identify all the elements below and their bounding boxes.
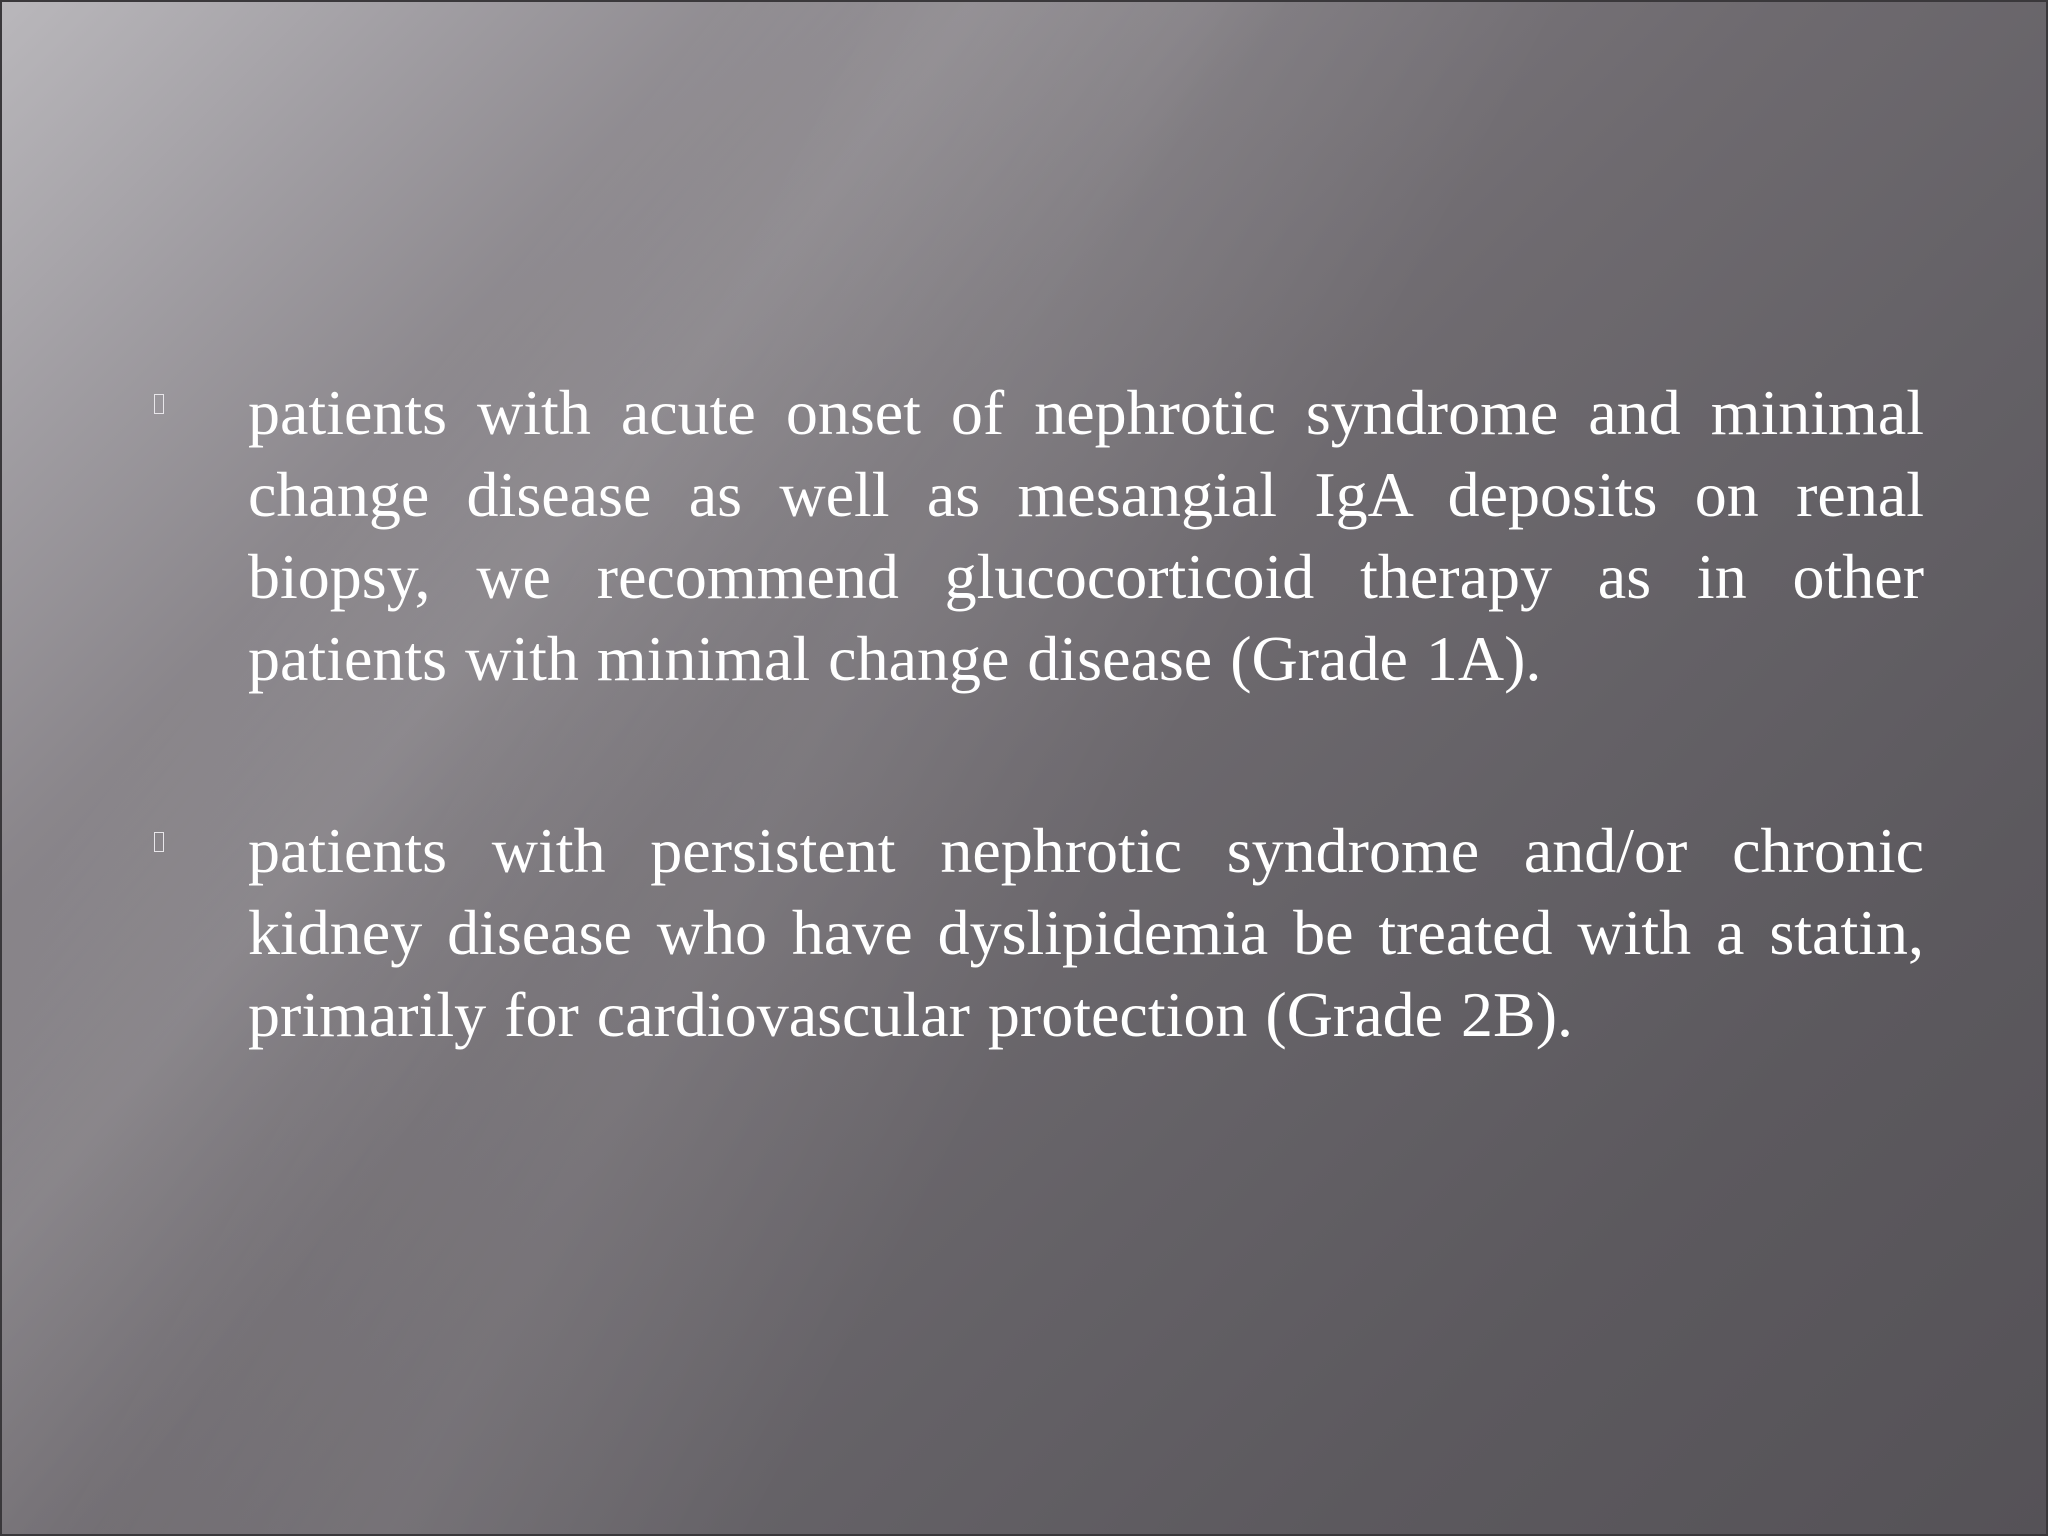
bullet-item (152, 372, 1924, 700)
bullet-text: patients with persistent nephrotic syndrome and/or chronic kidney disease who have dyslipidemia be treated with a statin, primarily for cardiovascular protection (Grade 2B). (248, 815, 1924, 1050)
bullet-item (152, 810, 1924, 1056)
square-bullet-icon (154, 832, 164, 852)
bullet-text: patients with acute onset of nephrotic syndrome and minimal change disease as well as mesangial IgA deposits on renal biopsy, we recommend glucocorticoid therapy as in other patients with minimal change disease (Grade 1A). (248, 377, 1924, 694)
slide-body (152, 372, 1924, 1166)
square-bullet-icon (154, 394, 164, 414)
